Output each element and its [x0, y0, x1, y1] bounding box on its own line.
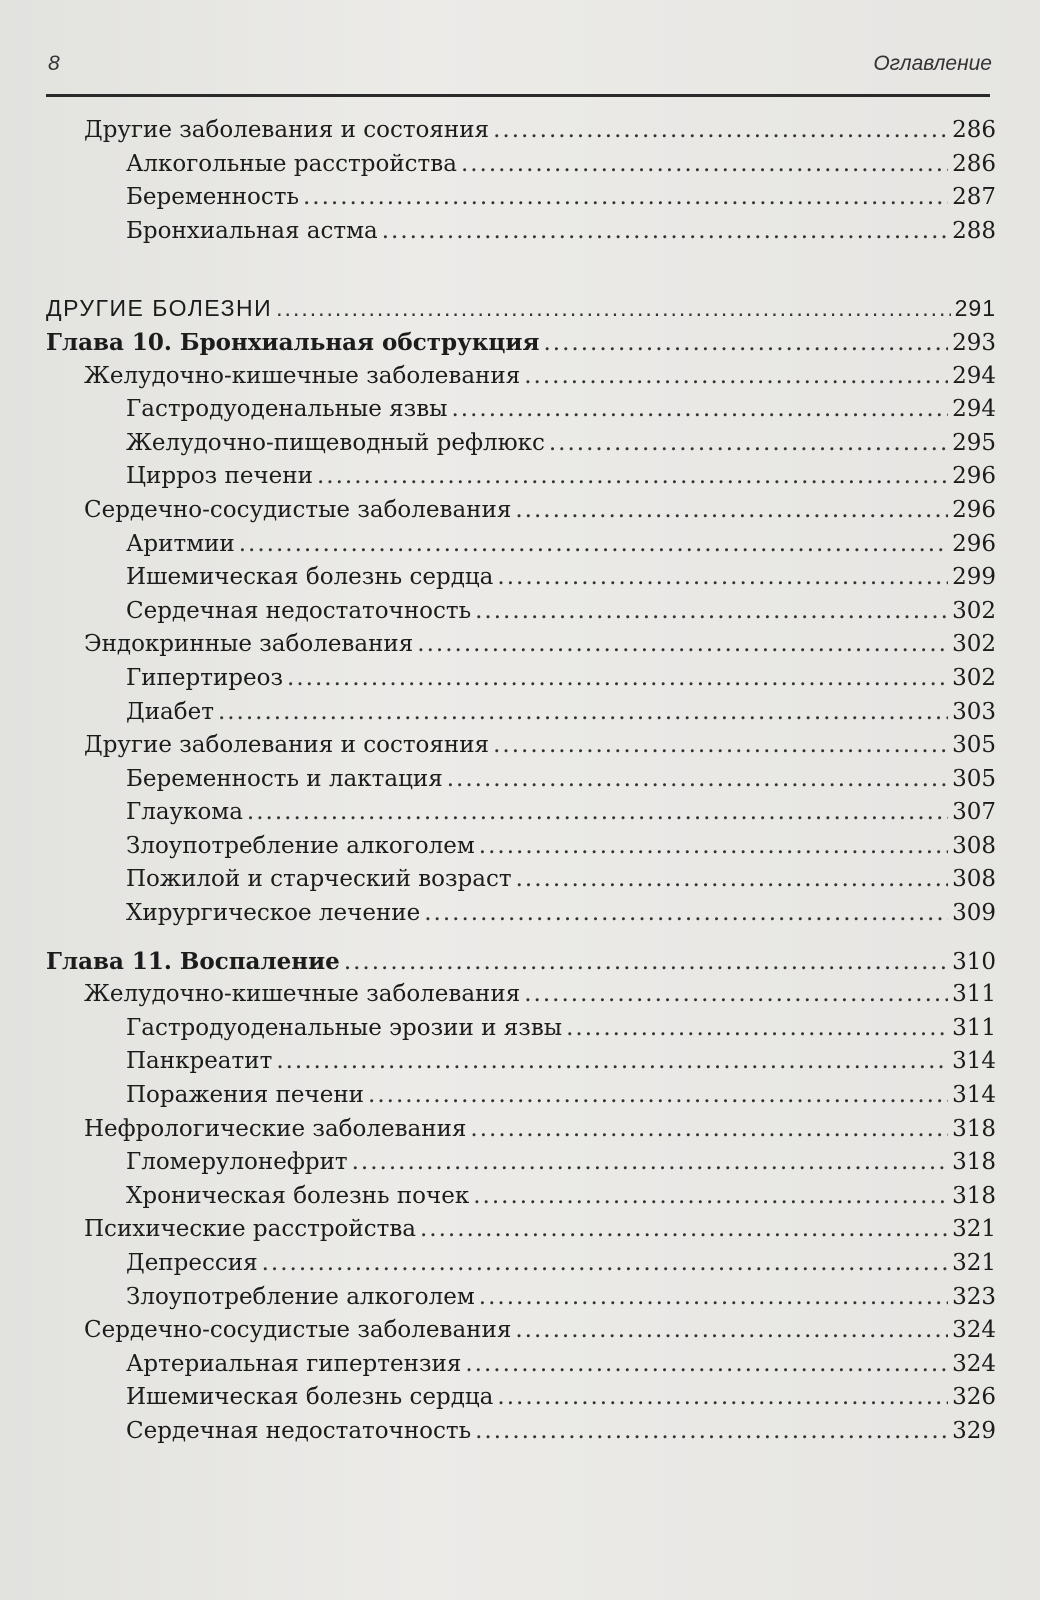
- toc-entry-title: Нефрологические заболевания: [84, 1115, 467, 1142]
- table-of-contents: [46, 114, 996, 1449]
- toc-entry-page: 294: [952, 396, 996, 423]
- toc-entry-page: 305: [952, 765, 996, 792]
- toc-entry-page: 329: [952, 1417, 996, 1444]
- toc-entry: [46, 1180, 996, 1214]
- dot-leader: [447, 763, 948, 797]
- toc-entry-title: Цирроз печени: [126, 463, 313, 490]
- toc-entry: [46, 181, 996, 215]
- toc-entry-page: 318: [952, 1182, 996, 1209]
- toc-entry-page: 295: [952, 429, 996, 456]
- dot-leader: [303, 181, 948, 215]
- toc-entry-title: Алкогольные расстройства: [126, 150, 457, 177]
- toc-entry-page: 326: [952, 1384, 996, 1411]
- toc-entry-page: 299: [952, 564, 996, 591]
- toc-entry: [46, 148, 996, 182]
- dot-leader: [218, 696, 948, 730]
- dot-leader: [493, 729, 948, 763]
- dot-leader: [451, 393, 948, 427]
- toc-entry: [46, 1113, 996, 1147]
- toc-entry-title: Желудочно-кишечные заболевания: [84, 981, 521, 1008]
- toc-entry: [46, 1415, 996, 1449]
- toc-entry: [46, 729, 996, 763]
- toc-entry: [46, 662, 996, 696]
- toc-entry-title: Желудочно-пищеводный рефлюкс: [126, 429, 545, 456]
- toc-entry-title: Гастродуоденальные язвы: [126, 396, 448, 423]
- toc-entry-page: 318: [952, 1115, 996, 1142]
- toc-entry-title: Злоупотребление алкоголем: [126, 1283, 475, 1310]
- toc-entry-title: Пожилой и старческий возраст: [126, 866, 512, 893]
- dot-leader: [461, 148, 948, 182]
- dot-leader: [473, 1180, 948, 1214]
- toc-entry-page: 291: [954, 295, 996, 322]
- toc-entry: [46, 830, 996, 864]
- toc-entry-page: 302: [952, 631, 996, 658]
- toc-entry-page: 296: [952, 463, 996, 490]
- toc-entry-page: 324: [952, 1317, 996, 1344]
- toc-entry: [46, 460, 996, 494]
- toc-entry-page: 286: [952, 150, 996, 177]
- dot-leader: [276, 292, 950, 326]
- dot-leader: [493, 114, 948, 148]
- toc-entry-page: 302: [952, 664, 996, 691]
- dot-leader: [516, 863, 948, 897]
- toc-entry-title: Хирургическое лечение: [126, 900, 421, 927]
- toc-entry: [46, 326, 996, 360]
- dot-leader: [515, 494, 948, 528]
- dot-leader: [465, 1348, 948, 1382]
- toc-entry-page: 303: [952, 698, 996, 725]
- toc-entry-page: 321: [952, 1216, 996, 1243]
- toc-entry-title: Глава 10. Бронхиальная обструкция: [46, 328, 540, 356]
- dot-leader: [287, 662, 948, 696]
- toc-entry-page: 323: [952, 1283, 996, 1310]
- toc-entry: [46, 360, 996, 394]
- toc-entry-title: ДРУГИЕ БОЛЕЗНИ: [46, 295, 273, 322]
- toc-entry-title: Сердечно-сосудистые заболевания: [84, 1317, 512, 1344]
- toc-entry-title: Поражения печени: [126, 1082, 365, 1109]
- toc-entry-title: Беременность: [126, 184, 299, 211]
- dot-leader: [479, 1281, 948, 1315]
- page-number: 8: [48, 52, 60, 75]
- toc-entry-page: 311: [952, 1014, 996, 1041]
- toc-entry: [46, 897, 996, 931]
- toc-entry-title: Глава 11. Воспаление: [46, 947, 340, 975]
- toc-entry: [46, 628, 996, 662]
- toc-entry: [46, 292, 996, 326]
- toc-entry: [46, 796, 996, 830]
- dot-leader: [497, 561, 948, 595]
- toc-entry-title: Сердечная недостаточность: [126, 1417, 472, 1444]
- dot-leader: [262, 1247, 949, 1281]
- toc-entry-title: Ишемическая болезнь сердца: [126, 1384, 494, 1411]
- spacer: [46, 931, 996, 945]
- toc-entry: [46, 561, 996, 595]
- dot-leader: [543, 327, 948, 361]
- toc-entry-title: Гломерулонефрит: [126, 1149, 348, 1176]
- toc-entry-page: 294: [952, 362, 996, 389]
- dot-leader: [549, 427, 948, 461]
- dot-leader: [475, 1415, 948, 1449]
- toc-entry-page: 296: [952, 496, 996, 523]
- toc-entry-title: Эндокринные заболевания: [84, 631, 414, 658]
- dot-leader: [420, 1213, 948, 1247]
- toc-entry-page: 310: [952, 948, 996, 975]
- toc-entry-page: 302: [952, 597, 996, 624]
- toc-entry: [46, 1146, 996, 1180]
- dot-leader: [368, 1079, 948, 1113]
- toc-entry-title: Ишемическая болезнь сердца: [126, 564, 494, 591]
- toc-entry-page: 314: [952, 1082, 996, 1109]
- dot-leader: [239, 528, 948, 562]
- dot-leader: [497, 1381, 948, 1415]
- toc-entry-title: Психические расстройства: [84, 1216, 416, 1243]
- dot-leader: [382, 215, 948, 249]
- toc-entry: [46, 1281, 996, 1315]
- dot-leader: [417, 628, 948, 662]
- dot-leader: [247, 796, 948, 830]
- dot-leader: [524, 978, 948, 1012]
- toc-entry: [46, 1381, 996, 1415]
- toc-entry-title: Глаукома: [126, 799, 243, 826]
- toc-entry: [46, 1079, 996, 1113]
- toc-entry-page: 307: [952, 799, 996, 826]
- toc-entry-title: Злоупотребление алкоголем: [126, 832, 475, 859]
- toc-entry: [46, 1314, 996, 1348]
- toc-entry: [46, 1348, 996, 1382]
- toc-entry: [46, 696, 996, 730]
- toc-entry: [46, 1213, 996, 1247]
- toc-entry-page: 308: [952, 866, 996, 893]
- toc-entry: [46, 1012, 996, 1046]
- toc-entry-page: 286: [952, 117, 996, 143]
- toc-entry-page: 324: [952, 1350, 996, 1377]
- header-rule: [46, 94, 990, 97]
- toc-entry-title: Другие заболевания и состояния: [84, 117, 490, 143]
- dot-leader: [344, 946, 948, 980]
- dot-leader: [479, 830, 948, 864]
- toc-entry-title: Беременность и лактация: [126, 765, 443, 792]
- toc-entry-title: Панкреатит: [126, 1048, 273, 1075]
- toc-entry: [46, 528, 996, 562]
- toc-entry-title: Диабет: [126, 698, 214, 725]
- toc-entry: [46, 863, 996, 897]
- toc-entry-page: 321: [952, 1250, 996, 1276]
- toc-entry-page: 288: [952, 217, 996, 244]
- toc-entry-page: 318: [952, 1149, 996, 1176]
- toc-entry: [46, 595, 996, 629]
- toc-entry-title: Бронхиальная астма: [126, 217, 378, 244]
- toc-entry-page: 293: [952, 329, 996, 356]
- toc-entry-page: 305: [952, 732, 996, 759]
- toc-entry: [46, 494, 996, 528]
- dot-leader: [317, 460, 948, 494]
- dot-leader: [352, 1146, 948, 1180]
- toc-entry-page: 311: [952, 981, 996, 1008]
- section-title: Оглавление: [873, 52, 992, 75]
- toc-entry-title: Гипертиреоз: [126, 664, 284, 691]
- toc-entry: [46, 427, 996, 461]
- toc-entry-title: Артериальная гипертензия: [126, 1350, 462, 1377]
- running-head: [48, 52, 992, 86]
- toc-entry: [46, 393, 996, 427]
- toc-entry: [46, 1045, 996, 1079]
- toc-entry: [46, 945, 996, 979]
- toc-entry-title: Другие заболевания и состояния: [84, 732, 490, 759]
- toc-entry: [46, 978, 996, 1012]
- toc-entry: [46, 114, 996, 148]
- toc-entry: [46, 763, 996, 797]
- toc-entry-page: 308: [952, 832, 996, 859]
- dot-leader: [515, 1314, 948, 1348]
- dot-leader: [424, 897, 948, 931]
- toc-entry-page: 314: [952, 1048, 996, 1075]
- toc-entry-title: Депрессия: [126, 1250, 258, 1276]
- dot-leader: [475, 595, 948, 629]
- toc-entry: [46, 1247, 996, 1281]
- dot-leader: [524, 360, 948, 394]
- spacer: [46, 248, 996, 292]
- dot-leader: [566, 1012, 948, 1046]
- toc-entry-page: 296: [952, 530, 996, 557]
- toc-entry-page: 287: [952, 184, 996, 211]
- dot-leader: [276, 1045, 948, 1079]
- toc-entry-title: Сердечная недостаточность: [126, 597, 472, 624]
- toc-entry-title: Аритмии: [126, 530, 235, 557]
- dot-leader: [470, 1113, 948, 1147]
- toc-entry-page: 309: [952, 900, 996, 927]
- toc-entry-title: Сердечно-сосудистые заболевания: [84, 496, 512, 523]
- toc-entry-title: Хроническая болезнь почек: [126, 1182, 470, 1209]
- toc-entry-title: Гастродуоденальные эрозии и язвы: [126, 1014, 563, 1041]
- toc-entry-title: Желудочно-кишечные заболевания: [84, 362, 521, 389]
- toc-entry: [46, 215, 996, 249]
